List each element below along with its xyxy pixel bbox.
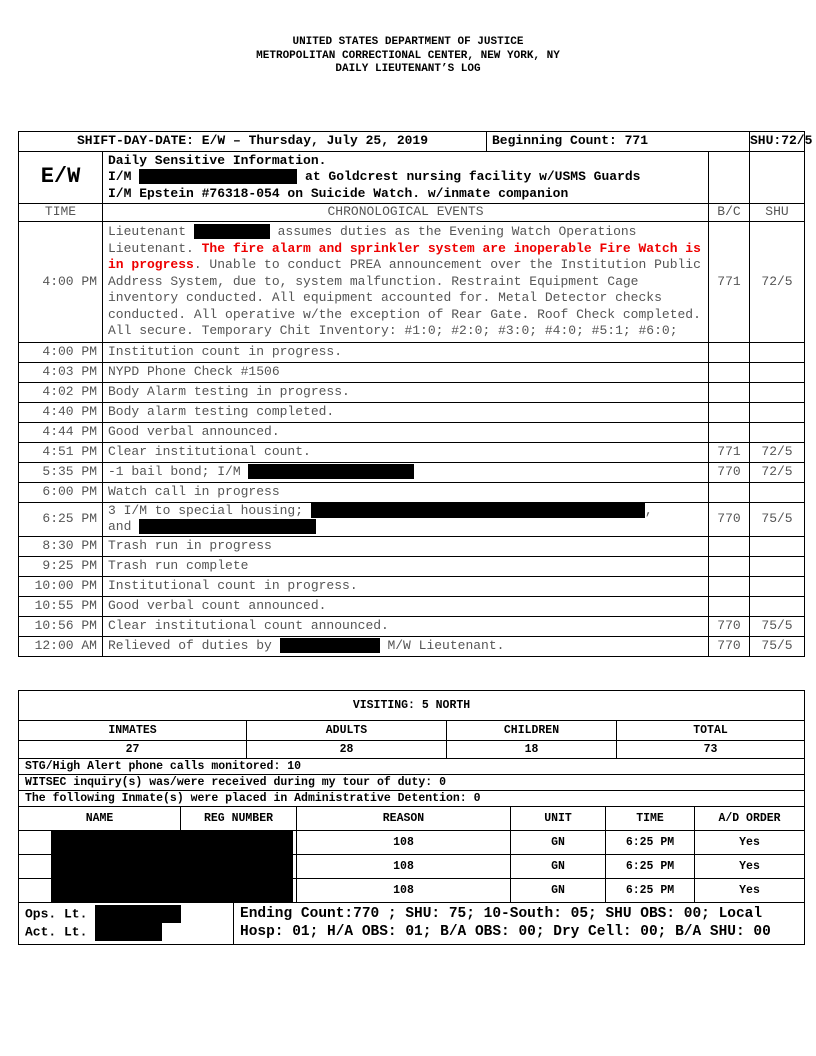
- redaction: [139, 519, 316, 534]
- entry-bc: [709, 402, 750, 422]
- log-entry-first: [19, 222, 805, 343]
- entry-shu: 75/5: [750, 502, 805, 536]
- shift-day-date: SHIFT-DAY-DATE: E/W – Thursday, July 25, 2019: [19, 132, 487, 152]
- ad-cell: 108: [297, 879, 511, 903]
- text: Good verbal count announced.: [108, 597, 327, 613]
- ending-summary: Ending Count:770 ; SHU: 75; 10-South: 05; SHU OBS: 00; Local Hosp: 01; H/A OBS: 01; B/A OBS: 00; Dry Cell: 00; B/A SHU: 00: [234, 903, 805, 945]
- entry-bc: [709, 576, 750, 596]
- ad-cell: 108: [297, 855, 511, 879]
- footer-table: [18, 902, 805, 945]
- log-entry: [19, 442, 805, 462]
- log-entry: [19, 402, 805, 422]
- entry-time: 10:55 PM: [19, 596, 103, 616]
- redaction: [248, 464, 414, 479]
- entry-text: [103, 422, 709, 442]
- ad-cell: 6:25 PM: [606, 831, 695, 855]
- entry-bc: [709, 596, 750, 616]
- text: assumes duties as the Evening Watch Operations Lieutenant.: [108, 224, 637, 256]
- entry-shu: 75/5: [750, 636, 805, 656]
- text: Body Alarm testing in progress.: [108, 383, 350, 399]
- entry-time: 4:40 PM: [19, 402, 103, 422]
- col-events: CHRONOLOGICAL EVENTS: [103, 204, 709, 222]
- sensitive-line-3: I/M Epstein #76318-054 on Suicide Watch. w/inmate companion: [108, 185, 569, 201]
- suffix: at Goldcrest nursing facility w/USMS Guards: [305, 169, 641, 185]
- entry-time: 12:00 AM: [19, 636, 103, 656]
- ad-header: REASON: [297, 807, 511, 831]
- text: Trash run complete: [108, 557, 249, 573]
- text: Watch call in progress: [108, 483, 280, 499]
- entry-bc: [709, 342, 750, 362]
- entry-text: [103, 556, 709, 576]
- entry-shu: 75/5: [750, 616, 805, 636]
- ops-lt-label: Ops. Lt.: [25, 906, 88, 922]
- log-table: [18, 131, 813, 657]
- entry-shu: [750, 536, 805, 556]
- redaction-block: [51, 830, 293, 902]
- visiting-total: 73: [617, 741, 805, 759]
- ad-header: A/D ORDER: [695, 807, 805, 831]
- entry-bc: [709, 482, 750, 502]
- ad-header: UNIT: [511, 807, 606, 831]
- header-line-2: METROPOLITAN CORRECTIONAL CENTER, NEW YORK, NY: [256, 49, 560, 62]
- visiting-header: TOTAL: [617, 721, 805, 741]
- text: Institutional count in progress.: [108, 577, 358, 593]
- entry-text: [103, 576, 709, 596]
- log-entry: [19, 536, 805, 556]
- visiting-title: VISITING: 5 NORTH: [19, 691, 805, 721]
- ad-cell: 108: [297, 831, 511, 855]
- entry-bc: [709, 536, 750, 556]
- admin-detention-note: The following Inmate(s) were placed in Administrative Detention: 0: [19, 791, 805, 807]
- ad-cell: 6:25 PM: [606, 879, 695, 903]
- entry-bc: 770: [709, 462, 750, 482]
- sensitive-info: [103, 152, 709, 204]
- entry-time: 6:25 PM: [19, 502, 103, 536]
- prefix: I/M: [108, 169, 132, 185]
- visiting-table: [18, 690, 805, 807]
- log-entry: [19, 502, 805, 536]
- stg-calls-note: STG/High Alert phone calls monitored: 10: [19, 759, 805, 775]
- redaction: [95, 923, 162, 941]
- entry-text: [103, 442, 709, 462]
- entry-text: [103, 402, 709, 422]
- col-bc: B/C: [709, 204, 750, 222]
- ad-cell: GN: [511, 879, 606, 903]
- header-line-3: DAILY LIEUTENANT’S LOG: [335, 63, 481, 75]
- log-entry: [19, 462, 805, 482]
- entry-text: [103, 482, 709, 502]
- log-entry: [19, 482, 805, 502]
- lieutenants: [19, 903, 234, 945]
- entry-time: 4:51 PM: [19, 442, 103, 462]
- ad-cell: Yes: [695, 855, 805, 879]
- entry-text: [103, 616, 709, 636]
- entry-shu: [750, 596, 805, 616]
- entry-time: 4:44 PM: [19, 422, 103, 442]
- entry-bc: [709, 422, 750, 442]
- entry-text: [103, 502, 709, 536]
- sensitive-line-1: Daily Sensitive Information.: [108, 152, 327, 168]
- entry-shu: 72/5: [750, 222, 805, 343]
- entry-shu: [750, 576, 805, 596]
- entry-shu: [750, 402, 805, 422]
- visiting-children: 18: [447, 741, 617, 759]
- log-entry: [19, 596, 805, 616]
- redaction: [194, 224, 270, 239]
- col-time: TIME: [19, 204, 103, 222]
- entry-shu: [750, 342, 805, 362]
- entry-time: 4:02 PM: [19, 382, 103, 402]
- text: Relieved of duties by: [108, 637, 272, 653]
- text: Good verbal announced.: [108, 423, 280, 439]
- text: NYPD Phone Check #1506: [108, 363, 280, 379]
- text: Institution count in progress.: [108, 343, 343, 359]
- log-entry: [19, 576, 805, 596]
- entry-text: [103, 382, 709, 402]
- entry-shu: [750, 422, 805, 442]
- redaction: [280, 638, 380, 653]
- text: Clear institutional count announced.: [108, 617, 389, 633]
- document-header: [0, 36, 816, 77]
- text: 3 I/M to special housing;: [108, 502, 304, 518]
- entry-text: [103, 342, 709, 362]
- entry-bc: 771: [709, 222, 750, 343]
- entry-bc: [709, 362, 750, 382]
- visiting-header: CHILDREN: [447, 721, 617, 741]
- entry-time: 9:25 PM: [19, 556, 103, 576]
- witsec-note: WITSEC inquiry(s) was/were received during my tour of duty: 0: [19, 775, 805, 791]
- entry-bc: 771: [709, 442, 750, 462]
- text: Trash run in progress: [108, 537, 272, 553]
- beginning-shu: SHU:72/5: [750, 132, 805, 152]
- redaction: [311, 503, 645, 518]
- entry-time: 10:56 PM: [19, 616, 103, 636]
- text: M/W Lieutenant.: [379, 637, 505, 653]
- log-entry: [19, 422, 805, 442]
- entry-bc: 770: [709, 502, 750, 536]
- entry-time: 5:35 PM: [19, 462, 103, 482]
- entry-bc: [709, 382, 750, 402]
- col-shu: SHU: [750, 204, 805, 222]
- entry-shu: [750, 556, 805, 576]
- text: . Unable to conduct PREA announcement over the Institution Public Address System, due to, system malfunction. Restraint Equipment Cage inventory conducted. All equipment accounted for. Metal Detector checks conducted. All operative w/the exception of Rear Gate. Roof Check completed. All secure. Temporary Chit Inventory: #1:0; #2:0; #3:0; #4:0; #5:1; #6:0;: [108, 257, 701, 338]
- log-entry: [19, 556, 805, 576]
- empty-cell: [709, 152, 750, 204]
- visiting-header: ADULTS: [247, 721, 447, 741]
- entry-text: [103, 362, 709, 382]
- text: ,: [644, 502, 653, 518]
- entry-time: 4:00 PM: [19, 342, 103, 362]
- ad-header: TIME: [606, 807, 695, 831]
- ad-cell: GN: [511, 855, 606, 879]
- entry-shu: [750, 482, 805, 502]
- ad-cell: 6:25 PM: [606, 855, 695, 879]
- text: Clear institutional count.: [108, 443, 311, 459]
- ad-cell: Yes: [695, 831, 805, 855]
- act-lt-label: Act. Lt.: [25, 924, 88, 940]
- entry-time: 8:30 PM: [19, 536, 103, 556]
- text: and: [108, 519, 132, 534]
- ad-cell: GN: [511, 831, 606, 855]
- ad-header: REG NUMBER: [181, 807, 297, 831]
- entry-text: [103, 636, 709, 656]
- entry-bc: 770: [709, 636, 750, 656]
- sensitive-line-2: [108, 169, 703, 186]
- log-entry: [19, 382, 805, 402]
- text: Lieutenant: [108, 224, 187, 239]
- entry-time: 10:00 PM: [19, 576, 103, 596]
- log-entry: [19, 362, 805, 382]
- visiting-inmates: 27: [19, 741, 247, 759]
- ad-header: NAME: [19, 807, 181, 831]
- entry-text: [103, 536, 709, 556]
- header-line-1: UNITED STATES DEPARTMENT OF JUSTICE: [292, 36, 524, 48]
- visiting-header: INMATES: [19, 721, 247, 741]
- entry-time: 4:03 PM: [19, 362, 103, 382]
- entry-shu: [750, 362, 805, 382]
- log-entry: [19, 636, 805, 656]
- empty-cell: [750, 152, 805, 204]
- entry-shu: [750, 382, 805, 402]
- entry-time: 6:00 PM: [19, 482, 103, 502]
- entry-time: 4:00 PM: [19, 222, 103, 343]
- ad-cell: Yes: [695, 879, 805, 903]
- shift-label: E/W: [19, 152, 103, 204]
- visiting-adults: 28: [247, 741, 447, 759]
- entry-shu: 72/5: [750, 442, 805, 462]
- redaction: [139, 169, 297, 184]
- text: -1 bail bond; I/M: [108, 463, 241, 479]
- entry-text: [103, 462, 709, 482]
- entry-shu: 72/5: [750, 462, 805, 482]
- redaction: [95, 905, 181, 923]
- entry-text: [103, 222, 709, 343]
- log-entry: [19, 616, 805, 636]
- entry-text: [103, 596, 709, 616]
- entry-bc: 770: [709, 616, 750, 636]
- text: Body alarm testing completed.: [108, 403, 335, 419]
- log-entry: [19, 342, 805, 362]
- entry-bc: [709, 556, 750, 576]
- fire-alarm-alert: The fire alarm and sprinkler system are inoperable Fire Watch is in progress: [108, 240, 701, 272]
- beginning-count: Beginning Count: 771: [487, 132, 750, 152]
